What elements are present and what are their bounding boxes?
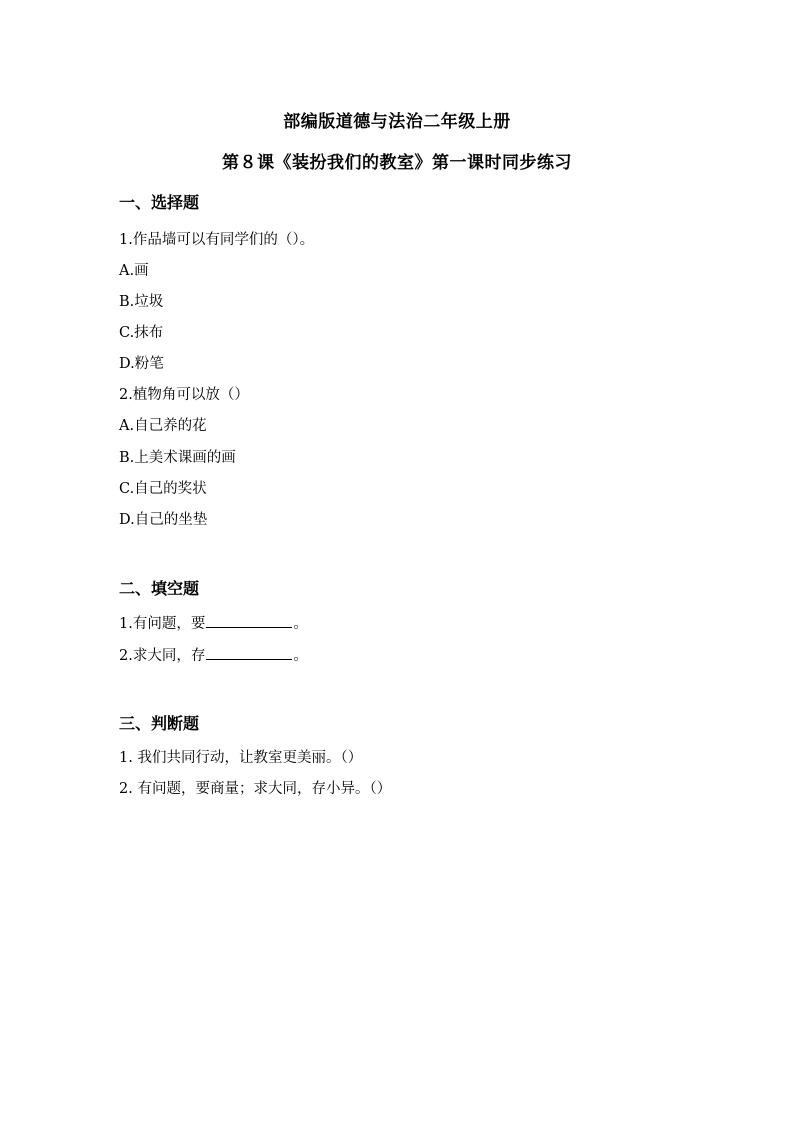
fill-item-2: [119, 644, 308, 665]
fill-item-1-end: 。: [293, 616, 308, 632]
fill-item-1-text: 1.有问题，要: [119, 616, 206, 632]
fill-item-1: [119, 612, 308, 633]
option-2b: B.上美术课画的画: [119, 450, 236, 466]
option-2d: D.自己的坐垫: [119, 512, 208, 528]
option-2a: A.自己养的花: [119, 418, 207, 434]
section-heading-judge: 三、判断题: [119, 714, 200, 733]
option-2c: C.自己的奖状: [119, 481, 207, 497]
question-2: 2.植物角可以放（）: [119, 387, 249, 403]
document-subtitle: 第８课《装扮我们的教室》第一课时同步练习: [222, 153, 572, 173]
option-1d: D.粉笔: [119, 356, 164, 372]
section-heading-choice: 一、选择题: [119, 193, 200, 212]
question-1: 1.作品墙可以有同学们的（）。: [119, 232, 315, 248]
document-title: 部编版道德与法治二年级上册: [283, 112, 511, 132]
fill-blank-2: [206, 645, 292, 660]
fill-item-2-end: 。: [293, 648, 308, 664]
option-1b: B.垃圾: [119, 294, 164, 310]
section-heading-fill: 二、填空题: [119, 579, 200, 598]
option-1a: A.画: [119, 263, 149, 279]
fill-item-2-text: 2.求大同，存: [119, 648, 206, 664]
judge-item-2: 2. 有问题，要商量；求大同，存小异。（）: [119, 781, 392, 797]
option-1c: C.抹布: [119, 325, 164, 341]
fill-blank-1: [206, 613, 292, 628]
judge-item-1: 1. 我们共同行动，让教室更美丽。（）: [119, 750, 363, 766]
